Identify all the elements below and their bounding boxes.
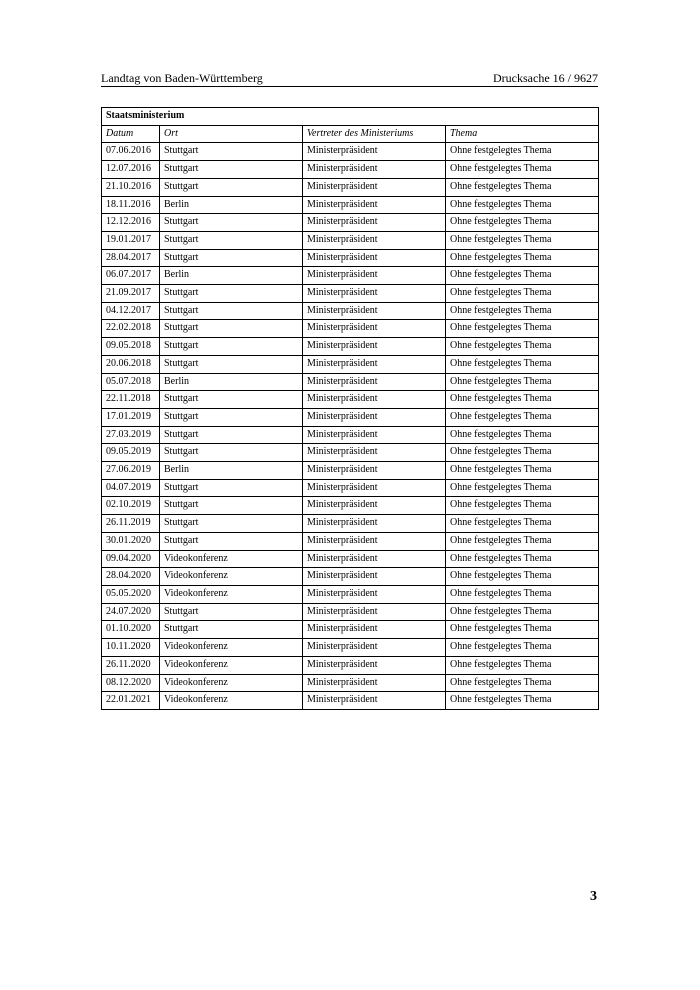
column-header-ort: Ort xyxy=(160,125,303,143)
cell-ort: Berlin xyxy=(160,267,303,285)
cell-thema: Ohne festgelegtes Thema xyxy=(446,373,599,391)
table-row xyxy=(102,231,599,249)
cell-ort: Stuttgart xyxy=(160,497,303,515)
cell-vertreter: Ministerpräsident xyxy=(303,408,446,426)
cell-datum: 22.02.2018 xyxy=(102,320,160,338)
cell-datum: 26.11.2020 xyxy=(102,656,160,674)
cell-ort: Stuttgart xyxy=(160,249,303,267)
cell-ort: Stuttgart xyxy=(160,302,303,320)
cell-vertreter: Ministerpräsident xyxy=(303,302,446,320)
cell-ort: Videokonferenz xyxy=(160,656,303,674)
cell-vertreter: Ministerpräsident xyxy=(303,656,446,674)
cell-vertreter: Ministerpräsident xyxy=(303,585,446,603)
cell-datum: 22.01.2021 xyxy=(102,692,160,710)
cell-ort: Stuttgart xyxy=(160,444,303,462)
cell-ort: Stuttgart xyxy=(160,532,303,550)
cell-ort: Stuttgart xyxy=(160,355,303,373)
cell-vertreter: Ministerpräsident xyxy=(303,320,446,338)
table-row xyxy=(102,621,599,639)
cell-thema: Ohne festgelegtes Thema xyxy=(446,515,599,533)
cell-ort: Videokonferenz xyxy=(160,692,303,710)
cell-ort: Videokonferenz xyxy=(160,568,303,586)
cell-thema: Ohne festgelegtes Thema xyxy=(446,391,599,409)
cell-datum: 19.01.2017 xyxy=(102,231,160,249)
cell-datum: 28.04.2017 xyxy=(102,249,160,267)
cell-thema: Ohne festgelegtes Thema xyxy=(446,161,599,179)
cell-ort: Stuttgart xyxy=(160,391,303,409)
column-header-row xyxy=(102,125,599,143)
section-title: Staatsministerium xyxy=(102,108,599,126)
cell-vertreter: Ministerpräsident xyxy=(303,462,446,480)
cell-datum: 09.05.2018 xyxy=(102,338,160,356)
cell-datum: 27.06.2019 xyxy=(102,462,160,480)
cell-thema: Ohne festgelegtes Thema xyxy=(446,532,599,550)
cell-thema: Ohne festgelegtes Thema xyxy=(446,178,599,196)
cell-thema: Ohne festgelegtes Thema xyxy=(446,143,599,161)
cell-vertreter: Ministerpräsident xyxy=(303,391,446,409)
cell-ort: Stuttgart xyxy=(160,143,303,161)
cell-thema: Ohne festgelegtes Thema xyxy=(446,196,599,214)
cell-thema: Ohne festgelegtes Thema xyxy=(446,656,599,674)
table-row xyxy=(102,249,599,267)
cell-vertreter: Ministerpräsident xyxy=(303,568,446,586)
cell-ort: Stuttgart xyxy=(160,621,303,639)
table-row xyxy=(102,479,599,497)
table-row xyxy=(102,408,599,426)
cell-datum: 22.11.2018 xyxy=(102,391,160,409)
cell-ort: Berlin xyxy=(160,196,303,214)
cell-vertreter: Ministerpräsident xyxy=(303,674,446,692)
cell-ort: Stuttgart xyxy=(160,603,303,621)
table-body xyxy=(102,143,599,710)
table-row xyxy=(102,426,599,444)
cell-vertreter: Ministerpräsident xyxy=(303,532,446,550)
cell-thema: Ohne festgelegtes Thema xyxy=(446,621,599,639)
cell-ort: Stuttgart xyxy=(160,285,303,303)
cell-ort: Berlin xyxy=(160,373,303,391)
cell-datum: 09.04.2020 xyxy=(102,550,160,568)
table-row xyxy=(102,161,599,179)
cell-ort: Stuttgart xyxy=(160,214,303,232)
cell-vertreter: Ministerpräsident xyxy=(303,267,446,285)
cell-ort: Videokonferenz xyxy=(160,674,303,692)
cell-thema: Ohne festgelegtes Thema xyxy=(446,285,599,303)
cell-ort: Stuttgart xyxy=(160,320,303,338)
cell-thema: Ohne festgelegtes Thema xyxy=(446,497,599,515)
cell-datum: 24.07.2020 xyxy=(102,603,160,621)
cell-vertreter: Ministerpräsident xyxy=(303,338,446,356)
cell-vertreter: Ministerpräsident xyxy=(303,143,446,161)
cell-datum: 18.11.2016 xyxy=(102,196,160,214)
cell-ort: Stuttgart xyxy=(160,515,303,533)
cell-vertreter: Ministerpräsident xyxy=(303,355,446,373)
cell-thema: Ohne festgelegtes Thema xyxy=(446,692,599,710)
cell-vertreter: Ministerpräsident xyxy=(303,603,446,621)
cell-vertreter: Ministerpräsident xyxy=(303,161,446,179)
cell-datum: 21.10.2016 xyxy=(102,178,160,196)
table-row xyxy=(102,532,599,550)
cell-vertreter: Ministerpräsident xyxy=(303,285,446,303)
cell-datum: 01.10.2020 xyxy=(102,621,160,639)
cell-thema: Ohne festgelegtes Thema xyxy=(446,603,599,621)
page-number: 3 xyxy=(590,889,597,904)
cell-thema: Ohne festgelegtes Thema xyxy=(446,479,599,497)
cell-thema: Ohne festgelegtes Thema xyxy=(446,355,599,373)
table-row xyxy=(102,302,599,320)
cell-thema: Ohne festgelegtes Thema xyxy=(446,550,599,568)
cell-vertreter: Ministerpräsident xyxy=(303,550,446,568)
section-title-row xyxy=(102,108,599,126)
table-row xyxy=(102,320,599,338)
cell-datum: 05.07.2018 xyxy=(102,373,160,391)
cell-thema: Ohne festgelegtes Thema xyxy=(446,408,599,426)
table-row xyxy=(102,285,599,303)
table-row xyxy=(102,355,599,373)
cell-datum: 20.06.2018 xyxy=(102,355,160,373)
cell-thema: Ohne festgelegtes Thema xyxy=(446,249,599,267)
cell-vertreter: Ministerpräsident xyxy=(303,214,446,232)
cell-vertreter: Ministerpräsident xyxy=(303,196,446,214)
cell-thema: Ohne festgelegtes Thema xyxy=(446,320,599,338)
cell-datum: 09.05.2019 xyxy=(102,444,160,462)
cell-thema: Ohne festgelegtes Thema xyxy=(446,267,599,285)
table-row xyxy=(102,674,599,692)
cell-datum: 04.12.2017 xyxy=(102,302,160,320)
cell-datum: 02.10.2019 xyxy=(102,497,160,515)
table-row xyxy=(102,656,599,674)
table-row xyxy=(102,444,599,462)
cell-thema: Ohne festgelegtes Thema xyxy=(446,462,599,480)
cell-ort: Videokonferenz xyxy=(160,550,303,568)
cell-thema: Ohne festgelegtes Thema xyxy=(446,214,599,232)
cell-ort: Stuttgart xyxy=(160,426,303,444)
cell-ort: Stuttgart xyxy=(160,408,303,426)
meetings-table xyxy=(101,107,599,710)
cell-vertreter: Ministerpräsident xyxy=(303,231,446,249)
cell-datum: 04.07.2019 xyxy=(102,479,160,497)
table-row xyxy=(102,267,599,285)
document-number: Drucksache 16 / 9627 xyxy=(493,71,598,85)
cell-vertreter: Ministerpräsident xyxy=(303,444,446,462)
cell-datum: 05.05.2020 xyxy=(102,585,160,603)
table-row xyxy=(102,196,599,214)
cell-vertreter: Ministerpräsident xyxy=(303,373,446,391)
table-row xyxy=(102,143,599,161)
column-header-thema: Thema xyxy=(446,125,599,143)
column-header-vertreter: Vertreter des Ministeriums xyxy=(303,125,446,143)
table-row xyxy=(102,692,599,710)
cell-vertreter: Ministerpräsident xyxy=(303,621,446,639)
cell-datum: 12.07.2016 xyxy=(102,161,160,179)
cell-thema: Ohne festgelegtes Thema xyxy=(446,674,599,692)
cell-datum: 12.12.2016 xyxy=(102,214,160,232)
table-row xyxy=(102,585,599,603)
cell-datum: 17.01.2019 xyxy=(102,408,160,426)
table-row xyxy=(102,639,599,657)
cell-thema: Ohne festgelegtes Thema xyxy=(446,639,599,657)
cell-ort: Berlin xyxy=(160,462,303,480)
table-row xyxy=(102,373,599,391)
cell-vertreter: Ministerpräsident xyxy=(303,249,446,267)
cell-datum: 27.03.2019 xyxy=(102,426,160,444)
header-rule xyxy=(101,86,598,87)
cell-ort: Stuttgart xyxy=(160,231,303,249)
cell-thema: Ohne festgelegtes Thema xyxy=(446,231,599,249)
cell-vertreter: Ministerpräsident xyxy=(303,479,446,497)
cell-ort: Videokonferenz xyxy=(160,639,303,657)
column-header-datum: Datum xyxy=(102,125,160,143)
cell-thema: Ohne festgelegtes Thema xyxy=(446,302,599,320)
cell-vertreter: Ministerpräsident xyxy=(303,497,446,515)
table-row xyxy=(102,568,599,586)
cell-datum: 21.09.2017 xyxy=(102,285,160,303)
table-row xyxy=(102,178,599,196)
table-row xyxy=(102,338,599,356)
cell-thema: Ohne festgelegtes Thema xyxy=(446,568,599,586)
cell-datum: 26.11.2019 xyxy=(102,515,160,533)
cell-ort: Stuttgart xyxy=(160,338,303,356)
table-row xyxy=(102,462,599,480)
table-row xyxy=(102,550,599,568)
cell-thema: Ohne festgelegtes Thema xyxy=(446,585,599,603)
cell-thema: Ohne festgelegtes Thema xyxy=(446,426,599,444)
cell-datum: 30.01.2020 xyxy=(102,532,160,550)
cell-thema: Ohne festgelegtes Thema xyxy=(446,444,599,462)
cell-thema: Ohne festgelegtes Thema xyxy=(446,338,599,356)
cell-datum: 08.12.2020 xyxy=(102,674,160,692)
table-row xyxy=(102,603,599,621)
cell-datum: 28.04.2020 xyxy=(102,568,160,586)
cell-vertreter: Ministerpräsident xyxy=(303,692,446,710)
table-row xyxy=(102,515,599,533)
table-row xyxy=(102,214,599,232)
cell-ort: Stuttgart xyxy=(160,178,303,196)
cell-datum: 10.11.2020 xyxy=(102,639,160,657)
parliament-name: Landtag von Baden-Württemberg xyxy=(101,71,263,85)
cell-datum: 07.06.2016 xyxy=(102,143,160,161)
cell-vertreter: Ministerpräsident xyxy=(303,515,446,533)
cell-ort: Videokonferenz xyxy=(160,585,303,603)
cell-vertreter: Ministerpräsident xyxy=(303,178,446,196)
cell-vertreter: Ministerpräsident xyxy=(303,639,446,657)
cell-vertreter: Ministerpräsident xyxy=(303,426,446,444)
cell-ort: Stuttgart xyxy=(160,161,303,179)
cell-ort: Stuttgart xyxy=(160,479,303,497)
table-row xyxy=(102,391,599,409)
table-row xyxy=(102,497,599,515)
cell-datum: 06.07.2017 xyxy=(102,267,160,285)
